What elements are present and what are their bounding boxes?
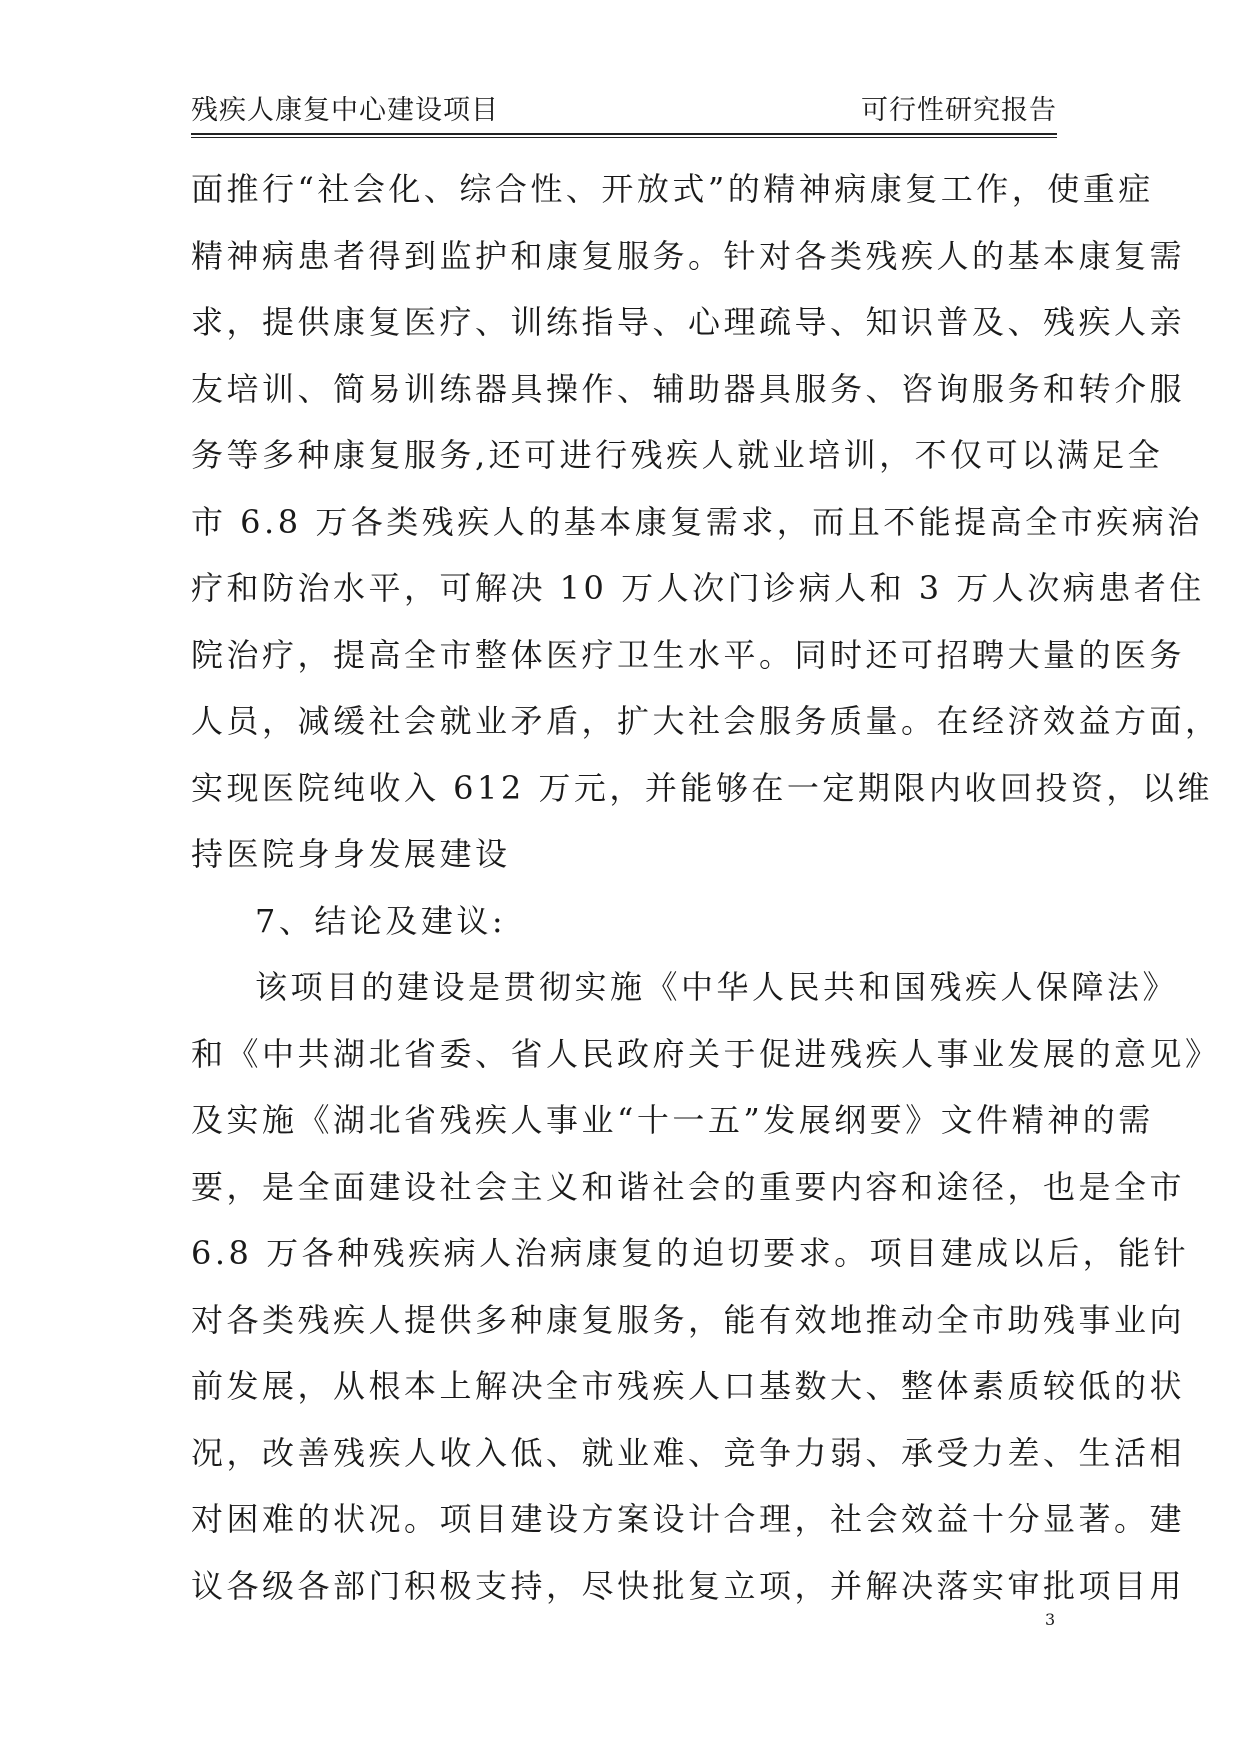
body-line: 院治疗，提高全市整体医疗卫生水平。同时还可招聘大量的医务 — [191, 635, 1186, 674]
conclusion-line: 6.8 万各种残疾病人治病康复的迫切要求。项目建成以后，能针 — [191, 1234, 1190, 1272]
section-heading: 7、结论及建议: — [255, 901, 507, 940]
conclusion-line: 议各级各部门积极支持，尽快批复立项，并解决落实审批项目用 — [191, 1566, 1186, 1605]
page-number: 3 — [1045, 1610, 1056, 1629]
header-divider — [191, 133, 1057, 138]
conclusion-line: 要，是全面建设社会主义和谐社会的重要内容和途径，也是全市 — [191, 1167, 1186, 1206]
body-line: 疗和防治水平，可解决 10 万人次门诊病人和 3 万人次病患者住 — [191, 569, 1205, 607]
conclusion-line: 该项目的建设是贯彻实施《中华人民共和国残疾人保障法》 — [255, 968, 1179, 1006]
body-line: 求，提供康复医疗、训练指导、心理疏导、知识普及、残疾人亲 — [191, 303, 1186, 341]
body-line: 实现医院纯收入 612 万元，并能够在一定期限内收回投资，以维 — [191, 768, 1213, 807]
header-report-title: 可行性研究报告 — [861, 95, 1057, 126]
body-line: 人员，减缓社会就业矛盾，扩大社会服务质量。在经济效益方面， — [191, 702, 1221, 740]
body-line: 友培训、简易训练器具操作、辅助器具服务、咨询服务和转介服 — [191, 369, 1186, 408]
conclusion-line: 对各类残疾人提供多种康复服务，能有效地推动全市助残事业向 — [191, 1300, 1186, 1339]
conclusion-line: 及实施《湖北省残疾人事业“十一五”发展纲要》文件精神的需 — [191, 1101, 1154, 1139]
conclusion-line: 况，改善残疾人收入低、就业难、竞争力弱、承受力差、生活相 — [191, 1433, 1186, 1472]
conclusion-line: 前发展，从根本上解决全市残疾人口基数大、整体素质较低的状 — [191, 1367, 1186, 1405]
body-line: 务等多种康复服务,还可进行残疾人就业培训，不仅可以满足全 — [191, 436, 1164, 474]
document-body — [191, 156, 1221, 1619]
header-project-title: 残疾人康复中心建设项目 — [191, 95, 499, 126]
body-line: 面推行“社会化、综合性、开放式”的精神病康复工作，使重症 — [191, 170, 1154, 208]
conclusion-line: 对困难的状况。项目建设方案设计合理，社会效益十分显著。建 — [191, 1500, 1186, 1538]
conclusion-line: 和《中共湖北省委、省人民政府关于促进残疾人事业发展的意见》 — [191, 1034, 1221, 1073]
page-header — [191, 88, 1057, 132]
body-line: 精神病患者得到监护和康复服务。针对各类残疾人的基本康复需 — [191, 236, 1186, 275]
body-line: 持医院身身发展建设 — [191, 835, 511, 873]
body-line: 市 6.8 万各类残疾人的基本康复需求，而且不能提高全市疾病治 — [191, 502, 1203, 541]
